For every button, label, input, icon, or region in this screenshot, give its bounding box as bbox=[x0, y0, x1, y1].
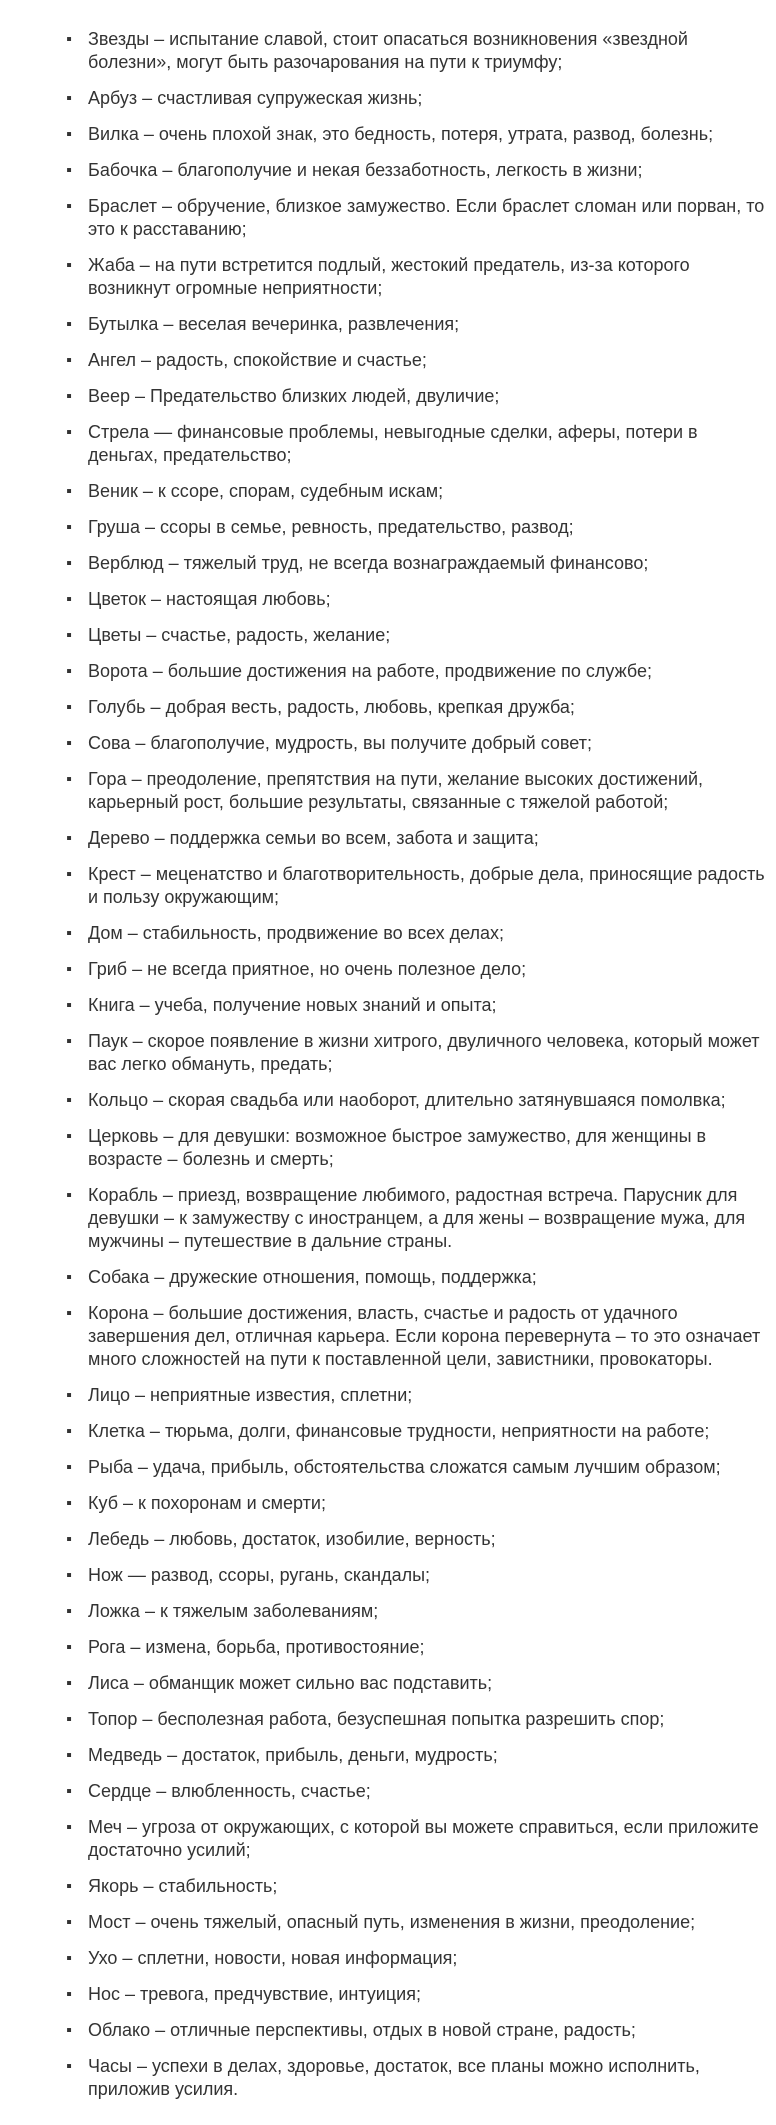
list-item-text: Часы – успехи в делах, здоровье, достаток, все планы можно исполнить, приложив усилия. bbox=[88, 2056, 700, 2099]
list-item-text: Звезды – испытание славой, стоит опасаться возникновения «звездной болезни», могут быть разочарования на пути к триумфу; bbox=[88, 29, 688, 72]
list-item-text: Якорь – стабильность; bbox=[88, 1876, 278, 1896]
square-bullet-icon: ▪ bbox=[66, 866, 72, 883]
square-bullet-icon: ▪ bbox=[66, 830, 72, 847]
list-item-text: Сердце – влюбленность, счастье; bbox=[88, 1781, 371, 1801]
list-item-text: Голубь – добрая весть, радость, любовь, крепкая дружба; bbox=[88, 697, 575, 717]
list-item bbox=[0, 1708, 776, 1731]
list-item bbox=[0, 195, 776, 241]
list-item bbox=[0, 863, 776, 909]
list-item bbox=[0, 1564, 776, 1587]
square-bullet-icon: ▪ bbox=[66, 1459, 72, 1476]
list-item bbox=[0, 768, 776, 814]
list-item bbox=[0, 516, 776, 539]
square-bullet-icon: ▪ bbox=[66, 1387, 72, 1404]
list-item-text: Верблюд – тяжелый труд, не всегда вознаграждаемый финансово; bbox=[88, 553, 649, 573]
list-item-text: Дом – стабильность, продвижение во всех делах; bbox=[88, 923, 504, 943]
square-bullet-icon: ▪ bbox=[66, 555, 72, 572]
list-item bbox=[0, 1125, 776, 1171]
list-item bbox=[0, 732, 776, 755]
square-bullet-icon: ▪ bbox=[66, 1495, 72, 1512]
square-bullet-icon: ▪ bbox=[66, 126, 72, 143]
square-bullet-icon: ▪ bbox=[66, 1747, 72, 1764]
list-item bbox=[0, 1780, 776, 1803]
square-bullet-icon: ▪ bbox=[66, 1711, 72, 1728]
list-item bbox=[0, 1492, 776, 1515]
list-item-text: Бутылка – веселая вечеринка, развлечения; bbox=[88, 314, 460, 334]
list-item-text: Арбуз – счастливая супружеская жизнь; bbox=[88, 88, 423, 108]
list-item-text: Бабочка – благополучие и некая беззаботность, легкость в жизни; bbox=[88, 160, 643, 180]
square-bullet-icon: ▪ bbox=[66, 1305, 72, 1322]
list-item-text: Собака – дружеские отношения, помощь, поддержка; bbox=[88, 1267, 537, 1287]
list-item bbox=[0, 159, 776, 182]
list-item-text: Рога – измена, борьба, противостояние; bbox=[88, 1637, 425, 1657]
square-bullet-icon: ▪ bbox=[66, 352, 72, 369]
list-item bbox=[0, 1875, 776, 1898]
list-item bbox=[0, 1030, 776, 1076]
list-item-text: Жаба – на пути встретится подлый, жестокий предатель, из-за которого возникнут огромные неприятности; bbox=[88, 255, 690, 298]
list-item-text: Вилка – очень плохой знак, это бедность, потеря, утрата, развод, болезнь; bbox=[88, 124, 714, 144]
list-item bbox=[0, 385, 776, 408]
square-bullet-icon: ▪ bbox=[66, 1531, 72, 1548]
list-item bbox=[0, 1420, 776, 1443]
list-item-text: Цветы – счастье, радость, желание; bbox=[88, 625, 391, 645]
list-item-text: Книга – учеба, получение новых знаний и опыта; bbox=[88, 995, 497, 1015]
square-bullet-icon: ▪ bbox=[66, 1914, 72, 1931]
list-item bbox=[0, 254, 776, 300]
list-item bbox=[0, 922, 776, 945]
list-item-text: Гора – преодоление, препятствия на пути, желание высоких достижений, карьерный рост, большие результаты, связанные с тяжелой работой; bbox=[88, 769, 704, 812]
list-item bbox=[0, 421, 776, 467]
square-bullet-icon: ▪ bbox=[66, 997, 72, 1014]
list-item bbox=[0, 994, 776, 1017]
square-bullet-icon: ▪ bbox=[66, 483, 72, 500]
list-item bbox=[0, 1528, 776, 1551]
list-item-text: Лебедь – любовь, достаток, изобилие, верность; bbox=[88, 1529, 496, 1549]
list-item bbox=[0, 1816, 776, 1862]
square-bullet-icon: ▪ bbox=[66, 1269, 72, 1286]
list-item bbox=[0, 1947, 776, 1970]
list-item-text: Клетка – тюрьма, долги, финансовые трудности, неприятности на работе; bbox=[88, 1421, 710, 1441]
list-item-text: Медведь – достаток, прибыль, деньги, мудрость; bbox=[88, 1745, 498, 1765]
list-item bbox=[0, 1744, 776, 1767]
list-item-text: Груша – ссоры в семье, ревность, предательство, развод; bbox=[88, 517, 574, 537]
list-item bbox=[0, 2055, 776, 2101]
list-item bbox=[0, 958, 776, 981]
square-bullet-icon: ▪ bbox=[66, 424, 72, 441]
list-item-text: Нос – тревога, предчувствие, интуиция; bbox=[88, 1984, 421, 2004]
square-bullet-icon: ▪ bbox=[66, 1423, 72, 1440]
list-item bbox=[0, 87, 776, 110]
list-item bbox=[0, 349, 776, 372]
list-item-text: Крест – меценатство и благотворительность, добрые дела, приносящие радость и пользу окружающим; bbox=[88, 864, 765, 907]
list-item bbox=[0, 1184, 776, 1253]
list-item-text: Браслет – обручение, близкое замужество. Если браслет сломан или порван, то это к расставанию; bbox=[88, 196, 765, 239]
square-bullet-icon: ▪ bbox=[66, 31, 72, 48]
list-item bbox=[0, 660, 776, 683]
square-bullet-icon: ▪ bbox=[66, 519, 72, 536]
list-item-text: Топор – бесполезная работа, безуспешная попытка разрешить спор; bbox=[88, 1709, 665, 1729]
square-bullet-icon: ▪ bbox=[66, 1639, 72, 1656]
square-bullet-icon: ▪ bbox=[66, 1033, 72, 1050]
list-item-text: Куб – к похоронам и смерти; bbox=[88, 1493, 326, 1513]
list-item-text: Ворота – большие достижения на работе, продвижение по службе; bbox=[88, 661, 652, 681]
square-bullet-icon: ▪ bbox=[66, 1128, 72, 1145]
list-item-text: Веник – к ссоре, спорам, судебным искам; bbox=[88, 481, 444, 501]
list-item bbox=[0, 1911, 776, 1934]
list-item-text: Цветок – настоящая любовь; bbox=[88, 589, 331, 609]
list-item bbox=[0, 1089, 776, 1112]
square-bullet-icon: ▪ bbox=[66, 1783, 72, 1800]
list-item bbox=[0, 1384, 776, 1407]
list-item bbox=[0, 2019, 776, 2042]
list-item-text: Облако – отличные перспективы, отдых в новой стране, радость; bbox=[88, 2020, 636, 2040]
list-item bbox=[0, 1302, 776, 1371]
list-item-text: Корабль – приезд, возвращение любимого, радостная встреча. Парусник для девушки – к замужеству с иностранцем, а для жены – возвращение мужа, для мужчины – путешествие в дальние страны. bbox=[88, 1185, 746, 1251]
square-bullet-icon: ▪ bbox=[66, 198, 72, 215]
list-item bbox=[0, 696, 776, 719]
list-item-text: Гриб – не всегда приятное, но очень полезное дело; bbox=[88, 959, 527, 979]
list-item-text: Корона – большие достижения, власть, счастье и радость от удачного завершения дел, отличная карьера. Если корона перевернута – то это означает много сложностей на пути к поставленной цели, завистники, провокаторы. bbox=[88, 1303, 761, 1369]
square-bullet-icon: ▪ bbox=[66, 90, 72, 107]
square-bullet-icon: ▪ bbox=[66, 663, 72, 680]
list-item bbox=[0, 1636, 776, 1659]
list-item bbox=[0, 1983, 776, 2006]
list-item bbox=[0, 1456, 776, 1479]
square-bullet-icon: ▪ bbox=[66, 925, 72, 942]
list-item bbox=[0, 624, 776, 647]
square-bullet-icon: ▪ bbox=[66, 1567, 72, 1584]
square-bullet-icon: ▪ bbox=[66, 591, 72, 608]
list-item bbox=[0, 1600, 776, 1623]
list-item bbox=[0, 552, 776, 575]
square-bullet-icon: ▪ bbox=[66, 1092, 72, 1109]
list-item-text: Меч – угроза от окружающих, с которой вы можете справиться, если приложите достаточно усилий; bbox=[88, 1817, 759, 1860]
square-bullet-icon: ▪ bbox=[66, 961, 72, 978]
list-item bbox=[0, 123, 776, 146]
square-bullet-icon: ▪ bbox=[66, 771, 72, 788]
list-item bbox=[0, 1266, 776, 1289]
square-bullet-icon: ▪ bbox=[66, 1986, 72, 2003]
square-bullet-icon: ▪ bbox=[66, 1187, 72, 1204]
square-bullet-icon: ▪ bbox=[66, 735, 72, 752]
list-item-text: Рыба – удача, прибыль, обстоятельства сложатся самым лучшим образом; bbox=[88, 1457, 721, 1477]
list-item-text: Дерево – поддержка семьи во всем, забота и защита; bbox=[88, 828, 539, 848]
square-bullet-icon: ▪ bbox=[66, 1950, 72, 1967]
list-item-text: Сова – благополучие, мудрость, вы получите добрый совет; bbox=[88, 733, 592, 753]
square-bullet-icon: ▪ bbox=[66, 627, 72, 644]
square-bullet-icon: ▪ bbox=[66, 1675, 72, 1692]
square-bullet-icon: ▪ bbox=[66, 1878, 72, 1895]
list-item bbox=[0, 28, 776, 74]
square-bullet-icon: ▪ bbox=[66, 1603, 72, 1620]
list-item-text: Ухо – сплетни, новости, новая информация; bbox=[88, 1948, 458, 1968]
list-item-text: Ангел – радость, спокойствие и счастье; bbox=[88, 350, 427, 370]
list-item-text: Нож — развод, ссоры, ругань, скандалы; bbox=[88, 1565, 431, 1585]
square-bullet-icon: ▪ bbox=[66, 2058, 72, 2075]
list-item bbox=[0, 588, 776, 611]
list-item-text: Лицо – неприятные известия, сплетни; bbox=[88, 1385, 413, 1405]
list-item-text: Веер – Предательство близких людей, двуличие; bbox=[88, 386, 500, 406]
list-item-text: Паук – скорое появление в жизни хитрого, двуличного человека, который может вас легко обмануть, предать; bbox=[88, 1031, 760, 1074]
list-item-text: Церковь – для девушки: возможное быстрое замужество, для женщины в возрасте – болезнь и смерть; bbox=[88, 1126, 707, 1169]
list-item-text: Кольцо – скорая свадьба или наоборот, длительно затянувшаяся помолвка; bbox=[88, 1090, 726, 1110]
square-bullet-icon: ▪ bbox=[66, 699, 72, 716]
list-item-text: Стрела — финансовые проблемы, невыгодные сделки, аферы, потери в деньгах, предательство; bbox=[88, 422, 698, 465]
square-bullet-icon: ▪ bbox=[66, 388, 72, 405]
list-item bbox=[0, 480, 776, 503]
square-bullet-icon: ▪ bbox=[66, 162, 72, 179]
square-bullet-icon: ▪ bbox=[66, 1819, 72, 1836]
list-item-text: Мост – очень тяжелый, опасный путь, изменения в жизни, преодоление; bbox=[88, 1912, 696, 1932]
list-item bbox=[0, 313, 776, 336]
square-bullet-icon: ▪ bbox=[66, 257, 72, 274]
list-item bbox=[0, 1672, 776, 1695]
list-item-text: Ложка – к тяжелым заболеваниям; bbox=[88, 1601, 379, 1621]
list-item bbox=[0, 827, 776, 850]
square-bullet-icon: ▪ bbox=[66, 2022, 72, 2039]
list-item-text: Лиса – обманщик может сильно вас подставить; bbox=[88, 1673, 493, 1693]
square-bullet-icon: ▪ bbox=[66, 316, 72, 333]
